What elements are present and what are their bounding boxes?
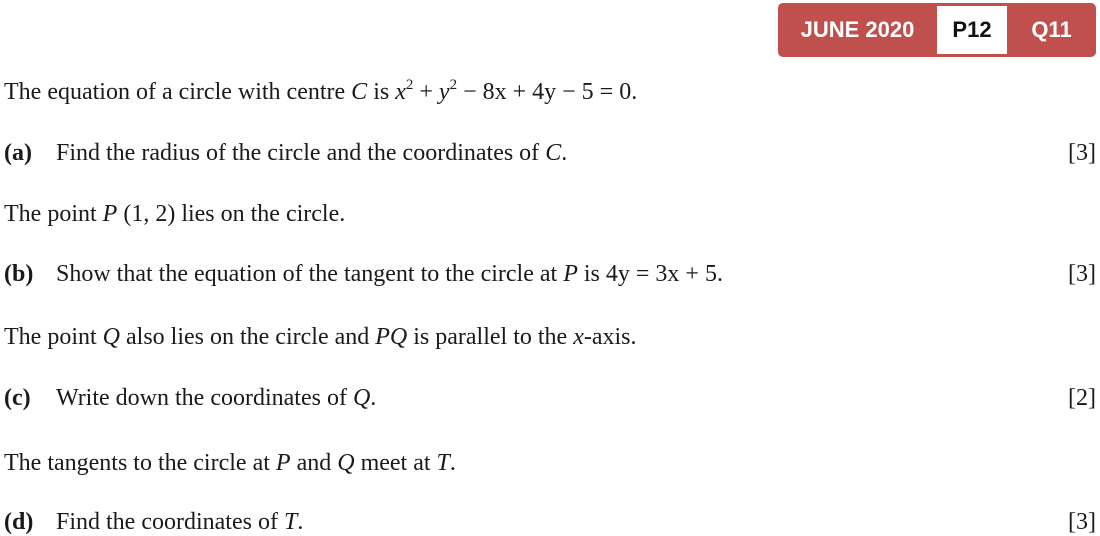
segment-symbol: PQ [375,324,408,350]
part-label: (c) [4,385,31,411]
part-text-end: . [370,385,377,411]
point-p-symbol: P [275,450,291,476]
paper-number: P12 [937,6,1007,54]
part-label: (d) [4,509,34,535]
statement-text: The point [4,324,103,350]
statement-text-and: and [290,450,338,476]
part-text: Find the radius of the circle and the coordinates of [56,140,546,166]
intro-text-is: is [367,79,396,105]
plus-sign: + [413,79,439,105]
statement-text-end: . [449,450,456,476]
part-text-end: . [297,509,304,535]
intro-text: The equation of a circle with centre [4,79,352,105]
exam-reference-badge [778,3,1096,57]
statement-text: The tangents to the circle at [4,450,276,476]
statement-text-end: (1, 2) lies on the circle. [117,201,346,227]
statement-text-mid2: is parallel to the [407,324,574,350]
part-b [4,260,723,288]
part-a [4,139,567,167]
exponent-x: 2 [405,77,414,93]
part-d-marks: [3] [1068,509,1096,535]
part-c-marks: [2] [1068,385,1096,411]
tangents-statement [4,449,456,477]
x-var: x [395,79,406,105]
exponent-y: 2 [449,77,458,93]
part-text: Show that the equation of the tangent to the circle at [56,261,564,287]
axis-symbol: x [573,324,584,350]
point-q-symbol: Q [337,450,355,476]
equation-rest: − 8x + 4y − 5 = 0. [457,79,638,105]
point-p-statement [4,200,345,228]
statement-text-meet: meet at [354,450,437,476]
part-d [4,508,303,536]
part-text-end: . [561,140,568,166]
part-symbol: P [563,261,578,287]
part-symbol: C [545,140,562,166]
centre-symbol: C [351,79,368,105]
part-text-end: is 4y = 3x + 5. [577,261,723,287]
part-a-marks: [3] [1068,140,1096,166]
statement-text-mid: also lies on the circle and [120,324,376,350]
part-c [4,384,376,412]
point-q-statement [4,323,637,351]
y-var: y [438,79,450,105]
point-t-symbol: T [436,450,450,476]
question-number: Q11 [1031,17,1072,42]
part-text: Write down the coordinates of [56,385,353,411]
part-symbol: Q [352,385,371,411]
exam-session: JUNE 2020 [800,17,915,42]
part-symbol: T [283,509,298,535]
part-text: Find the coordinates of [56,509,284,535]
part-label: (a) [4,140,32,166]
circle-equation-statement [4,78,637,106]
point-symbol: Q [102,324,120,350]
statement-text: The point [4,201,103,227]
statement-text-end: -axis. [583,324,637,350]
point-symbol: P [102,201,118,227]
part-label: (b) [4,261,34,287]
part-b-marks: [3] [1068,261,1096,287]
